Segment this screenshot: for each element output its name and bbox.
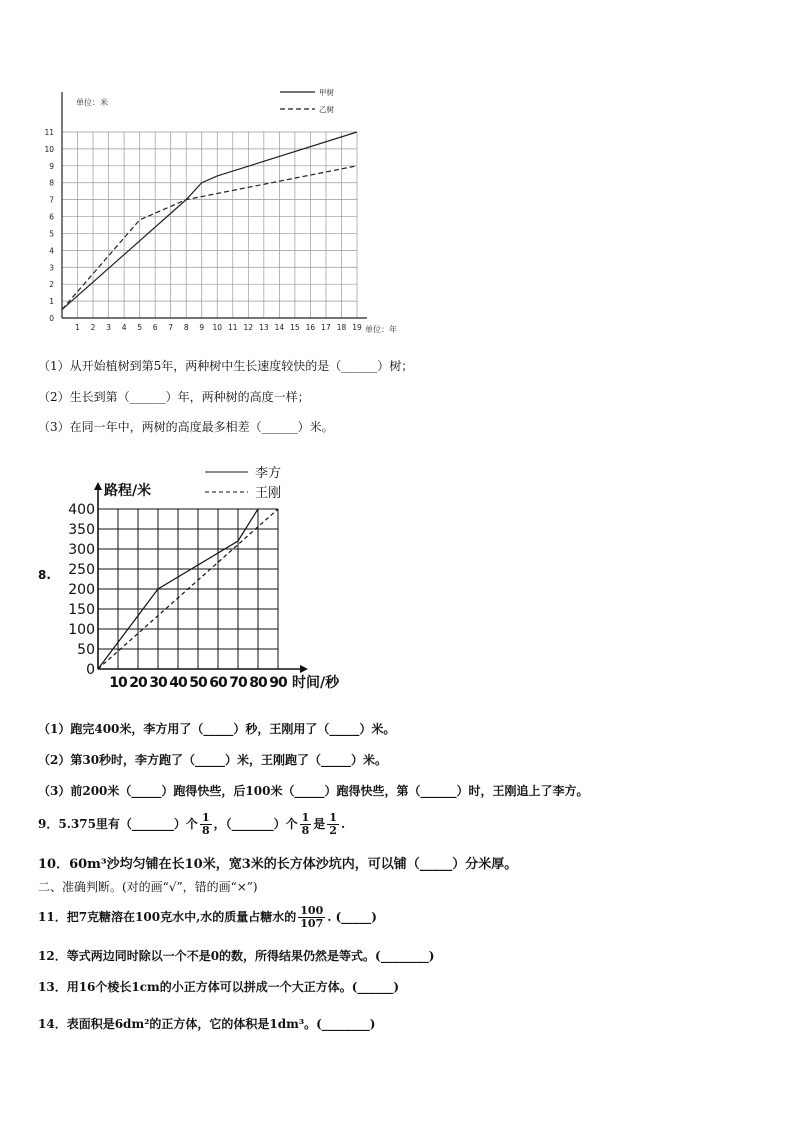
x-axis-label: 单位：年 [365, 325, 397, 334]
q14: 14．表面积是6dm²的正方体，它的体积是1dm³。(________) [38, 1017, 376, 1031]
y-tick-label: 2 [49, 280, 54, 290]
series-line-1 [62, 132, 357, 310]
y-tick-label: 400 [68, 502, 95, 518]
x-tick-label: 6 [152, 323, 158, 332]
y-tick-label: 7 [49, 195, 54, 205]
fraction-1-2 [327, 812, 339, 837]
q9-pre: 9．5.375里有（_______）个 [38, 817, 198, 831]
fraction-1-8 [200, 812, 212, 837]
q7-part2: （2）生长到第（______）年，两种树的高度一样； [38, 390, 310, 404]
legend-label: 甲树 [319, 88, 334, 97]
frac-num: 1 [329, 811, 337, 824]
tree-growth-chart [30, 80, 420, 345]
q8-part2: （2）第30秒时，李方跑了（_____）米，王刚跑了（_____）米。 [38, 753, 388, 767]
legend-label: 李方 [255, 466, 282, 481]
x-tick-label: 13 [259, 323, 269, 332]
y-tick-label: 100 [68, 622, 95, 638]
x-tick-label: 18 [336, 323, 347, 332]
series-line-2 [62, 166, 357, 310]
y-tick-label: 50 [77, 642, 95, 658]
x-tick-label: 30 [149, 675, 167, 691]
y-tick-label: 0 [49, 314, 54, 323]
y-tick-label: 0 [86, 662, 95, 678]
x-tick-label: 16 [305, 323, 316, 332]
x-tick-label: 7 [168, 323, 174, 332]
q10: 10．60m³沙均匀铺在长10米，宽3米的长方体沙坑内，可以铺（_____）分米厚。 [38, 857, 518, 872]
x-tick-label: 15 [290, 323, 300, 332]
q8-number: 8. [38, 568, 51, 582]
q12: 12．等式两边同时除以一个不是0的数，所得结果仍然是等式。(________) [38, 949, 435, 963]
y-tick-label: 6 [49, 212, 54, 222]
x-tick-label: 9 [199, 323, 205, 332]
x-tick-label: 70 [229, 675, 247, 691]
race-distance-chart [60, 455, 360, 700]
q9-end: . [340, 817, 346, 831]
y-tick-label: 350 [68, 522, 95, 538]
frac-den: 8 [301, 824, 310, 837]
x-tick-label: 1 [75, 323, 80, 332]
x-axis-arrow [300, 665, 308, 673]
y-tick-label: 150 [68, 602, 95, 618]
y-tick-label: 250 [68, 562, 95, 578]
frac-num: 1 [201, 811, 210, 824]
x-tick-label: 17 [321, 323, 331, 332]
y-tick-label: 3 [49, 263, 54, 273]
x-tick-label: 12 [243, 323, 254, 332]
section-2-heading: 二、准确判断。(对的画“√”，错的画“×”) [38, 880, 258, 894]
y-axis-label: 路程/米 [104, 483, 152, 499]
frac-den: 107 [300, 917, 324, 930]
y-tick-label: 5 [49, 229, 54, 239]
x-tick-label: 14 [274, 323, 285, 332]
q11-post: . (_____) [327, 910, 377, 924]
y-axis-label: 单位：米 [76, 98, 108, 107]
x-tick-label: 60 [209, 675, 227, 691]
x-tick-label: 3 [106, 323, 111, 332]
y-tick-label: 300 [68, 542, 95, 558]
y-axis-arrow [94, 482, 102, 490]
x-tick-label: 40 [169, 675, 187, 691]
x-tick-label: 90 [269, 675, 287, 691]
x-tick-label: 5 [137, 323, 143, 332]
q8-part3: （3）前200米（_____）跑得快些，后100米（_____）跑得快些，第（______）时，王刚追上了李方。 [38, 784, 589, 798]
x-tick-label: 8 [183, 323, 189, 332]
x-tick-label: 4 [121, 323, 127, 332]
y-tick-label: 10 [44, 144, 54, 154]
frac-num: 1 [301, 811, 310, 824]
q7-part3: （3）在同一年中，两树的高度最多相差（______）米。 [38, 420, 334, 434]
frac-num: 100 [300, 904, 324, 917]
x-tick-label: 11 [228, 323, 238, 332]
y-tick-label: 1 [49, 297, 54, 307]
y-tick-label: 11 [44, 128, 54, 137]
y-tick-label: 9 [49, 161, 54, 171]
legend-label: 王刚 [255, 486, 282, 501]
q9-is: 是 [313, 817, 326, 831]
y-tick-label: 8 [49, 178, 54, 188]
q9-mid: ，（_______）个 [213, 817, 298, 831]
x-axis-label: 时间/秒 [292, 675, 340, 691]
x-tick-label: 20 [129, 675, 147, 691]
legend-label: 乙树 [319, 105, 334, 114]
frac-den: 2 [329, 824, 337, 837]
x-tick-label: 80 [249, 675, 267, 691]
fraction-100-107 [298, 905, 325, 930]
q9 [38, 812, 345, 837]
fraction-1-8-b [300, 812, 312, 837]
q11-pre: 11．把7克糖溶在100克水中,水的质量占糖水的 [38, 910, 297, 924]
x-tick-label: 19 [352, 323, 362, 332]
x-tick-label: 50 [189, 675, 207, 691]
x-tick-label: 2 [90, 323, 96, 332]
q7-part1: （1）从开始植树到第5年，两种树中生长速度较快的是（______）树； [38, 359, 414, 373]
y-tick-label: 200 [68, 582, 95, 598]
y-tick-label: 4 [49, 246, 54, 256]
q13: 13．用16个棱长1cm的小正方体可以拼成一个大正方体。(______) [38, 980, 400, 994]
frac-den: 8 [201, 824, 210, 837]
x-tick-label: 10 [109, 675, 127, 691]
q8-part1: （1）跑完400米，李方用了（_____）秒，王刚用了（_____）米。 [38, 722, 396, 736]
q11 [38, 905, 377, 930]
x-tick-label: 10 [212, 323, 223, 332]
